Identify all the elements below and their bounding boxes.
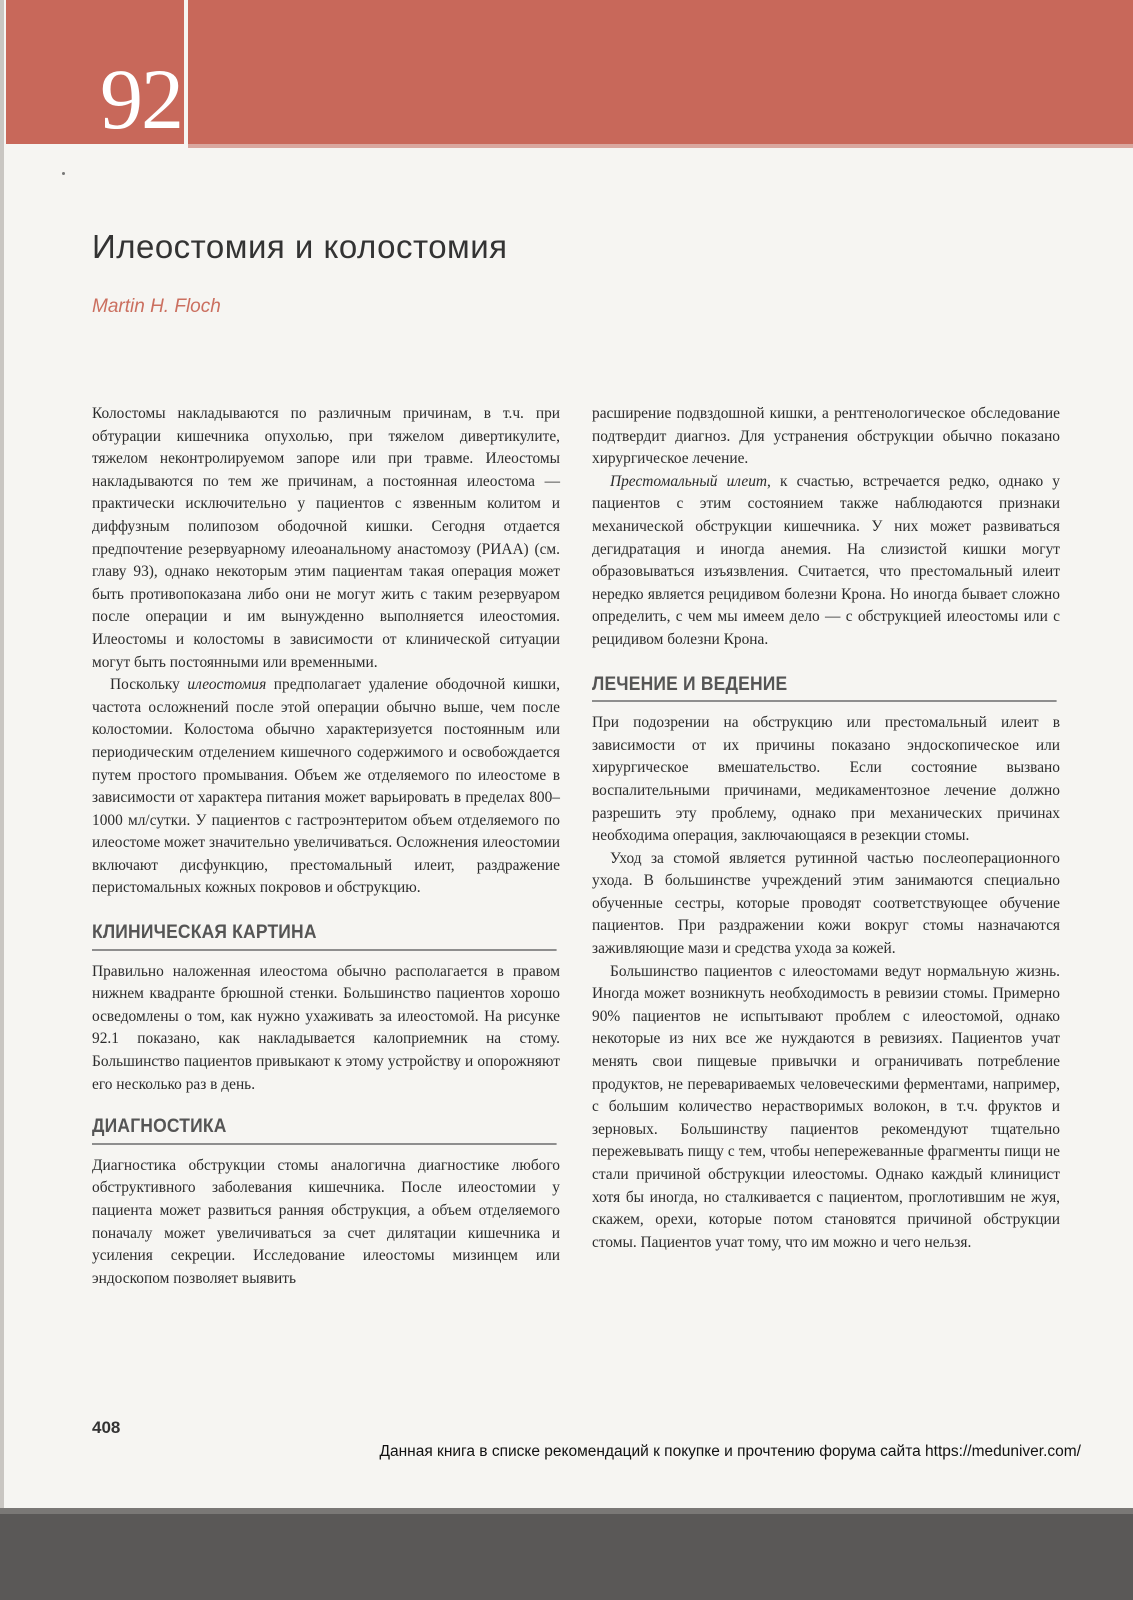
chapter-title: Илеостомия и колостомия <box>92 228 508 265</box>
header-band-edge <box>188 144 1133 148</box>
intro-p2-start: Поскольку <box>110 676 188 694</box>
page-number: 408 <box>92 1418 121 1437</box>
treatment-paragraph-1: При подозрении на обструкцию или престомальный илеит в зависимости от их причины показано эндоскопическое или хирургическое вмешательство. Если состояние вызвано воспалительными причинами, медикаментозное лечение должно разрешить эту проблему, однако при механических причинах необходима операция, заключающаяся в резекции стомы. <box>592 714 1060 845</box>
chapter-number: 92 <box>100 51 182 147</box>
treatment-paragraph-2: Уход за стомой является рутинной частью послеоперационного ухода. В большинстве учреждений этим занимаются специально обученные сестры, которые проводят соответствующее обучение пациентов. При раздражении кожи вокруг стомы назначаются заживляющие мази и средства ухода за кожей. <box>592 849 1060 958</box>
intro-paragraph-2 <box>92 674 560 900</box>
heading-clinical-picture: КЛИНИЧЕСКАЯ КАРТИНА <box>92 922 557 951</box>
ileitis-text: , к счастью, встречается редко, однако у пациентов с этим состоянием также наблюдаются признаки механической обструкции кишечника. У них может развиваться дегидратация и иногда анемия. На слизистой кишки могут образовываться изъязвления. Считается, что престомальный илеит нередко является рецидивом болезни Крона. Но иногда бывает сложно определить, с чем мы имеем дело — с обструкцией илеостомы или с рецидивом болезни Крона. <box>592 472 1060 648</box>
heading-diagnostics: ДИАГНОСТИКА <box>92 1116 557 1145</box>
intro-p2-rest: предполагает удаление ободочной кишки, частота осложнений после этой операции обычно выше, чем после колостомии. Колостома обычно характеризуется постоянным или периодическим отделением кишечного содержимого и освобождается путем простого промывания. Объем же отделяемого по илеостоме в зависимости от характера питания может варьировать в пределах 800–1000 мл/сутки. У пациентов с гастроэнтеритом объем отделяемого по илеостоме может значительно увеличиваться. Осложнения илеостомии включают дисфункцию, престомальный илеит, раздражение перистомальных кожных покровов и обструкцию. <box>92 676 560 897</box>
ileitis-paragraph <box>592 471 1060 652</box>
left-column <box>92 403 560 1290</box>
diagnostics-paragraph: Диагностика обструкции стомы аналогична диагностике любого обструктивного заболевания кишечника. После илеостомии у пациента может развиться ранняя обструкция, а объем отделяемого поначалу может увеличиваться за счет дилятации кишечника и усиления секреции. Исследование илеостомы мизинцем или эндоскопом позволяет выявить <box>92 1156 560 1287</box>
ileitis-term: Престомальный илеит <box>610 472 768 490</box>
scan-bottom-band-edge <box>0 1508 1133 1514</box>
margin-mark <box>62 172 65 175</box>
right-column <box>592 403 1060 1254</box>
watermark-note: Данная книга в списке рекомендаций к покупке и прочтению форума сайта https://meduniver.com/ <box>379 1443 1081 1460</box>
heading-treatment: ЛЕЧЕНИЕ И ВЕДЕНИЕ <box>592 674 1057 703</box>
intro-p2-term: илеостомия <box>187 676 267 694</box>
treatment-paragraph-3: Большинство пациентов с илеостомами ведут нормальную жизнь. Иногда может возникнуть необходимость в ревизии стомы. Примерно 90% пациентов не испытывают проблем с илеостомой, однако некоторые из них все же нуждаются в ревизиях. Пациентов учат менять свои пищевые привычки и ограничивать потребление продуктов, не перевариваемых человеческими ферментами, например, с большим количество нерастворимых волокон, в т.ч. фруктов и зерновых. Большинству пациентов рекомендуют тщательно пережевывать пищу с тем, чтобы непережеванные фрагменты пищи не стали причиной обструкции илеостомы. Однако каждый клиницист хотя бы иногда, но сталкивается с пациентом, проглотившим не жуя, скажем, орехи, которые потом становятся причиной обструкции стомы. Пациентов учат тому, что им можно и чего нельзя. <box>592 962 1060 1251</box>
continued-paragraph: расширение подвздошной кишки, а рентгенологическое обследование подтвердит диагноз. Для устранения обструкции обычно показано хирургическое лечение. <box>592 405 1060 468</box>
chapter-header-band <box>188 0 1133 144</box>
intro-paragraph-1: Колостомы накладываются по различным причинам, в т.ч. при обтурации кишечника опухолью, при тяжелом дивертикулите, тяжелом неконтролируемом запоре или при травме. Илеостомы накладываются по тем же причинам, а постоянная илеостома — практически исключительно у пациентов с язвенным колитом и диффузным полипозом ободочной кишки. Сегодня отдается предпочтение резервуарному илеоанальному анастомозу (РИАА) (см. главу 93), однако некоторым этим пациентам такая операция может быть противопоказана либо они не могут жить с таким резервуаром после операции и им вынужденно выполняется илеостомия. Илеостомы и колостомы в зависимости от клинической ситуации могут быть постоянными или временными. <box>92 405 560 671</box>
chapter-number-box <box>6 0 184 147</box>
clinical-paragraph: Правильно наложенная илеостома обычно располагается в правом нижнем квадранте брюшной стенки. Большинство пациентов хорошо осведомлены о том, как нужно ухаживать за илеостомой. На рисунке 92.1 показано, как накладывается калоприемник на стому. Большинство пациентов привыкают к этому устройству и опорожняют его несколько раз в день. <box>92 962 560 1093</box>
scan-bottom-band <box>0 1508 1133 1600</box>
chapter-author: Martin H. Floch <box>92 296 221 317</box>
